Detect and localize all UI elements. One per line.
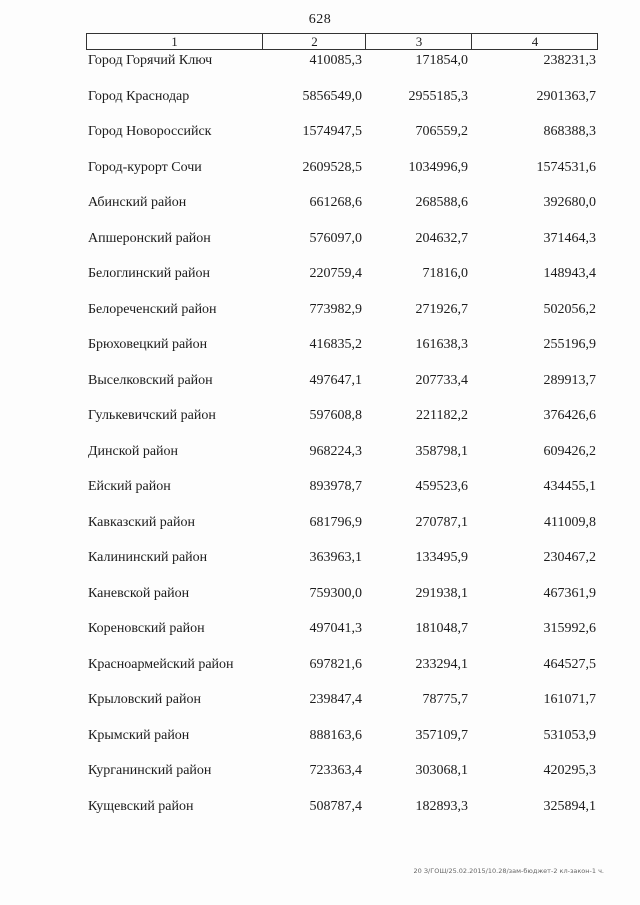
row-value-col-3: 161638,3 xyxy=(415,337,468,352)
table-row xyxy=(0,266,640,302)
row-value-col-4: 315992,6 xyxy=(543,621,596,636)
row-value-col-2: 220759,4 xyxy=(309,266,362,281)
table-row xyxy=(0,124,640,160)
row-value-col-3: 71816,0 xyxy=(422,266,468,281)
row-name: Курганинский район xyxy=(88,763,212,778)
row-value-col-3: 182893,3 xyxy=(415,798,468,814)
row-value-col-4: 230467,2 xyxy=(543,550,596,565)
row-name: Гулькевичский район xyxy=(88,408,216,423)
row-value-col-2: 497041,3 xyxy=(309,621,362,636)
row-name: Кавказский район xyxy=(88,514,196,530)
table-row xyxy=(0,550,640,586)
row-value-col-3: 171854,0 xyxy=(415,53,468,68)
table-row xyxy=(0,692,640,728)
row-value-col-2: 410085,3 xyxy=(309,53,362,68)
row-value-col-3: 268588,6 xyxy=(415,195,468,210)
row-name: Апшеронский район xyxy=(88,230,211,246)
row-name: Крыловский район xyxy=(88,692,201,707)
row-name: Город Горячий Ключ xyxy=(88,53,213,68)
row-name: Красноармейский район xyxy=(88,656,234,672)
row-value-col-2: 1574947,5 xyxy=(302,124,362,139)
row-value-col-4: 392680,0 xyxy=(543,195,596,210)
page-number: 628 xyxy=(308,12,332,27)
row-value-col-2: 661268,6 xyxy=(309,195,362,210)
row-value-col-4: 148943,4 xyxy=(543,266,596,281)
row-value-col-2: 239847,4 xyxy=(309,692,362,707)
row-value-col-4: 238231,3 xyxy=(543,53,596,68)
row-value-col-4: 464527,5 xyxy=(543,656,596,672)
row-value-col-4: 161071,7 xyxy=(543,692,596,707)
row-value-col-4: 502056,2 xyxy=(543,301,596,317)
row-name: Калининский район xyxy=(88,550,208,565)
row-value-col-2: 576097,0 xyxy=(309,230,362,246)
header-col-1: 1 xyxy=(171,34,178,49)
row-value-col-3: 357109,7 xyxy=(415,727,468,743)
table-row xyxy=(0,657,640,693)
row-value-col-3: 204632,7 xyxy=(415,230,468,246)
document-footer: 20 З/ГОШ/25.02.2015/10.28/зам-бюджет-2 кл-закон-1 ч. xyxy=(413,867,604,875)
row-value-col-3: 291938,1 xyxy=(415,585,468,601)
row-name: Город-курорт Сочи xyxy=(88,159,202,175)
row-value-col-2: 888163,6 xyxy=(309,727,362,743)
row-value-col-3: 181048,7 xyxy=(415,621,468,636)
header-col-3: 3 xyxy=(365,34,472,49)
table-row xyxy=(0,515,640,551)
row-name: Каневской район xyxy=(88,585,190,601)
table-row xyxy=(0,728,640,764)
row-value-col-4: 1574531,6 xyxy=(536,159,596,175)
table-row xyxy=(0,53,640,89)
row-value-col-2: 893978,7 xyxy=(309,479,362,494)
table-row xyxy=(0,621,640,657)
row-value-col-4: 420295,3 xyxy=(543,763,596,778)
row-value-col-4: 531053,9 xyxy=(543,727,596,743)
row-name: Выселковский район xyxy=(88,372,213,388)
row-value-col-3: 358798,1 xyxy=(415,443,468,459)
table-row xyxy=(0,373,640,409)
row-value-col-3: 221182,2 xyxy=(416,408,468,423)
header-col-2: 2 xyxy=(262,34,366,49)
row-value-col-4: 325894,1 xyxy=(543,798,596,814)
row-value-col-3: 706559,2 xyxy=(415,124,468,139)
row-name: Белореченский район xyxy=(88,301,217,317)
row-name: Абинский район xyxy=(88,195,187,210)
table-row xyxy=(0,799,640,835)
table-row xyxy=(0,479,640,515)
table-row xyxy=(0,195,640,231)
row-value-col-2: 497647,1 xyxy=(309,372,362,388)
row-name: Брюховецкий район xyxy=(88,337,208,352)
row-name: Ейский район xyxy=(88,479,171,494)
row-value-col-3: 233294,1 xyxy=(415,656,468,672)
row-value-col-4: 255196,9 xyxy=(543,337,596,352)
row-name: Крымский район xyxy=(88,727,190,743)
row-value-col-4: 411009,8 xyxy=(544,514,596,530)
row-name: Город Новороссийск xyxy=(88,124,212,139)
row-value-col-2: 681796,9 xyxy=(309,514,362,530)
table-row xyxy=(0,231,640,267)
row-value-col-3: 271926,7 xyxy=(415,301,468,317)
row-value-col-4: 609426,2 xyxy=(543,443,596,459)
row-name: Динской район xyxy=(88,443,179,459)
row-name: Белоглинский район xyxy=(88,266,210,281)
table-row xyxy=(0,89,640,125)
row-value-col-2: 697821,6 xyxy=(309,656,362,672)
row-value-col-2: 597608,8 xyxy=(309,408,362,423)
table-row xyxy=(0,586,640,622)
row-value-col-4: 376426,6 xyxy=(543,408,596,423)
table-row xyxy=(0,763,640,799)
row-value-col-3: 207733,4 xyxy=(415,372,468,388)
row-value-col-4: 371464,3 xyxy=(543,230,596,246)
row-name: Город Краснодар xyxy=(88,88,190,104)
row-value-col-3: 1034996,9 xyxy=(408,159,468,175)
row-value-col-3: 78775,7 xyxy=(422,692,468,707)
row-value-col-2: 508787,4 xyxy=(309,798,362,814)
row-value-col-3: 303068,1 xyxy=(415,763,468,778)
table-row xyxy=(0,337,640,373)
row-value-col-2: 363963,1 xyxy=(309,550,362,565)
row-value-col-4: 289913,7 xyxy=(543,372,596,388)
row-value-col-4: 868388,3 xyxy=(543,124,596,139)
row-value-col-2: 5856549,0 xyxy=(302,88,362,104)
table-row xyxy=(0,408,640,444)
row-value-col-4: 467361,9 xyxy=(543,585,596,601)
row-value-col-4: 434455,1 xyxy=(543,479,596,494)
table-row xyxy=(0,302,640,338)
row-value-col-3: 2955185,3 xyxy=(408,88,468,104)
header-col-4: 4 xyxy=(471,34,598,49)
row-name: Кореновский район xyxy=(88,621,205,636)
row-value-col-2: 2609528,5 xyxy=(302,159,362,175)
table-row xyxy=(0,444,640,480)
row-value-col-2: 968224,3 xyxy=(309,443,362,459)
row-value-col-2: 773982,9 xyxy=(309,301,362,317)
table-row xyxy=(0,160,640,196)
row-name: Кущевский район xyxy=(88,798,194,814)
row-value-col-2: 759300,0 xyxy=(309,585,362,601)
row-value-col-4: 2901363,7 xyxy=(536,88,596,104)
row-value-col-3: 270787,1 xyxy=(415,514,468,530)
row-value-col-3: 133495,9 xyxy=(415,550,468,565)
table-header xyxy=(86,33,598,50)
table-body xyxy=(0,53,640,834)
row-value-col-3: 459523,6 xyxy=(415,479,468,494)
row-value-col-2: 723363,4 xyxy=(309,763,362,778)
row-value-col-2: 416835,2 xyxy=(309,337,362,352)
